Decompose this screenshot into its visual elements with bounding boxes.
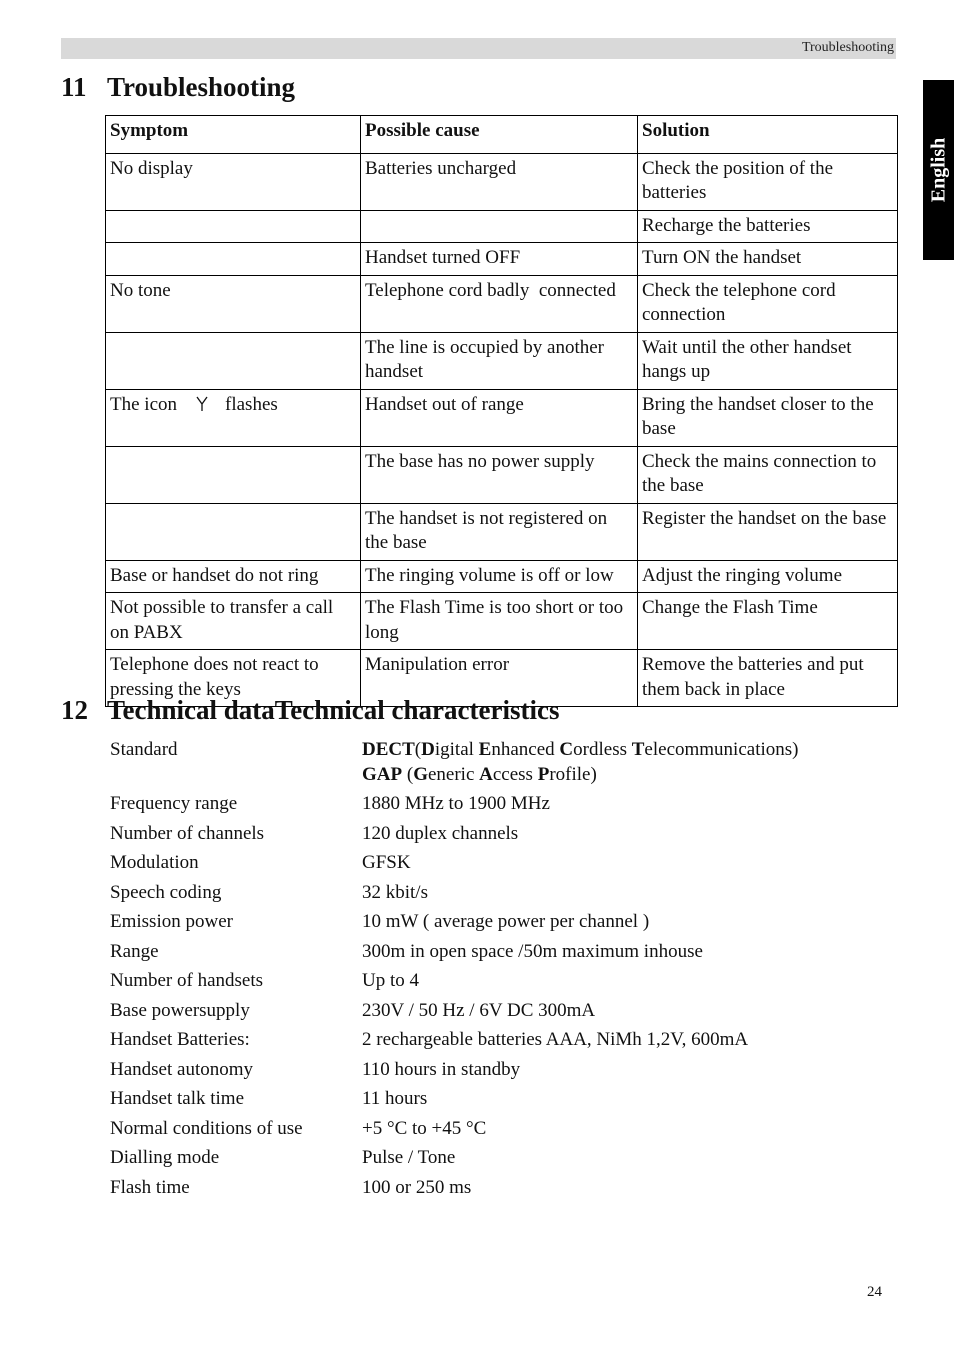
antenna-icon [195,396,209,412]
spec-row [110,1146,870,1171]
cause-cell: Batteries uncharged [361,153,638,210]
spec-value: 120 duplex channels [362,822,519,844]
section-number: 11 [61,72,87,102]
spec-label: Flash time [110,1176,190,1198]
text-part: nhanced [491,739,560,760]
spec-row [110,881,870,906]
spec-row [110,1028,870,1053]
text-part: igital [434,739,479,760]
solution-cell: Remove the batteries and put them back in place [638,650,898,707]
spec-value: 10 mW ( average power per channel ) [362,911,650,932]
symptom-cell [106,332,361,389]
spec-label: Range [110,940,159,962]
text-part: ( [414,739,422,760]
spec-row [110,1058,870,1083]
spec-value: 11 hours [362,1088,428,1109]
solution-cell: Recharge the batteries [638,210,898,243]
cause-cell: The base has no power supply [361,446,638,503]
table-row [106,210,898,243]
text-part: ( [402,763,414,785]
header-solution: Solution [638,116,898,154]
running-header [61,38,896,59]
spec-row [110,822,870,847]
solution-cell: Check the mains connection to the base [638,446,898,503]
acronym-dect: DECT [362,739,415,760]
standard-gap-line [362,763,870,788]
cause-cell: The Flash Time is too short or too long [361,593,638,650]
section-heading-troubleshooting [61,72,295,103]
spec-label: Emission power [110,911,233,932]
symptom-text-after-icon: flashes [225,393,278,415]
table-row [106,560,898,593]
symptom-cell: Telephone does not react to pressing the keys [106,650,361,707]
spec-value: 1880 MHz to 1900 MHz [362,793,550,814]
language-tab-label: English [927,137,949,203]
spec-label: Modulation [110,852,199,873]
section-number: 12 [61,695,88,725]
acronym-gap: GAP [362,763,403,785]
spec-label: Dialling mode [110,1147,220,1168]
table-row [106,153,898,210]
text-part: ordless [573,739,632,760]
troubleshooting-table [105,115,898,707]
initial-letter: P [537,763,550,785]
technical-specs-list [110,738,870,1205]
symptom-cell [106,389,361,446]
table-row [106,389,898,446]
spec-value: Pulse / Tone [362,1147,456,1168]
symptom-cell: No display [106,153,361,210]
section-heading-technical-data [61,695,559,726]
symptom-text-before-icon: The icon [110,393,178,415]
symptom-cell: No tone [106,275,361,332]
header-symptom: Symptom [106,116,361,154]
spec-label: Normal conditions of use [110,1117,303,1139]
spec-value: GFSK [362,852,411,873]
solution-cell: Register the handset on the base [638,503,898,560]
section-title: Technical dataTechnical characteristics [107,695,560,725]
symptom-cell [106,503,361,560]
language-tab [923,80,954,260]
symptom-cell [106,210,361,243]
page-number: 24 [867,1284,882,1300]
text-part: rofile) [549,763,597,785]
spec-row [110,792,870,817]
section-title: Troubleshooting [107,72,296,102]
text-part: ccess [492,763,538,785]
table-row [106,275,898,332]
spec-value: 100 or 250 ms [362,1176,472,1198]
initial-letter: A [479,763,493,785]
cause-cell: Handset out of range [361,389,638,446]
spec-row-standard [110,738,870,787]
header-possible-cause: Possible cause [361,116,638,154]
cause-cell: Handset turned OFF [361,243,638,276]
solution-cell: Wait until the other handset hangs up [638,332,898,389]
spec-value: Up to 4 [362,970,419,991]
spec-row [110,999,870,1024]
cause-cell: The handset is not registered on the base [361,503,638,560]
table-row [106,446,898,503]
standard-dect-line [362,738,870,763]
table-row [106,503,898,560]
spec-row [110,1176,870,1201]
spec-row [110,969,870,994]
symptom-cell: Not possible to transfer a call on PABX [106,593,361,650]
solution-cell: Turn ON the handset [638,243,898,276]
spec-value: 32 kbit/s [362,881,428,903]
initial-letter: C [559,739,574,760]
spec-value: 110 hours in standby [362,1058,521,1080]
solution-cell: Bring the handset closer to the base [638,389,898,446]
spec-value: 300m in open space /50m maximum inhouse [362,940,703,962]
initial-letter: T [631,739,645,760]
symptom-cell [106,243,361,276]
cause-cell [361,210,638,243]
table-row [106,593,898,650]
spec-value-standard [362,738,870,787]
solution-cell: Check the position of the batteries [638,153,898,210]
spec-row [110,1087,870,1112]
spec-label: Standard [110,739,178,760]
table-header-row [106,116,898,154]
text-part: elecommunications) [644,739,799,760]
table-row [106,332,898,389]
initial-letter: G [413,763,428,785]
initial-letter: D [421,739,435,760]
spec-row [110,940,870,965]
spec-label: Number of handsets [110,970,264,991]
solution-cell: Check the telephone cord connection [638,275,898,332]
running-title: Troubleshooting [801,40,894,55]
spec-label: Number of channels [110,822,265,844]
spec-label: Frequency range [110,793,238,814]
cause-cell: Manipulation error [361,650,638,707]
spec-row [110,910,870,935]
cause-cell: The ringing volume is off or low [361,560,638,593]
solution-cell: Change the Flash Time [638,593,898,650]
spec-label: Speech coding [110,881,222,903]
spec-value: 2 rechargeable batteries AAA, NiMh 1,2V, 600mA [362,1029,749,1050]
spec-label: Handset Batteries: [110,1029,250,1050]
spec-row [110,851,870,876]
spec-label: Base powersupply [110,999,250,1021]
spec-label: Handset talk time [110,1088,245,1109]
spec-value: 230V / 50 Hz / 6V DC 300mA [362,999,596,1021]
text-part: eneric [427,763,480,785]
symptom-cell: Base or handset do not ring [106,560,361,593]
spec-row [110,1117,870,1142]
solution-cell: Adjust the ringing volume [638,560,898,593]
spec-label: Handset autonomy [110,1058,254,1080]
spec-value: +5 °C to +45 °C [362,1117,487,1139]
symptom-cell [106,446,361,503]
table-row [106,243,898,276]
cause-cell: Telephone cord badly connected [361,275,638,332]
initial-letter: E [478,739,492,760]
cause-cell: The line is occupied by another handset [361,332,638,389]
